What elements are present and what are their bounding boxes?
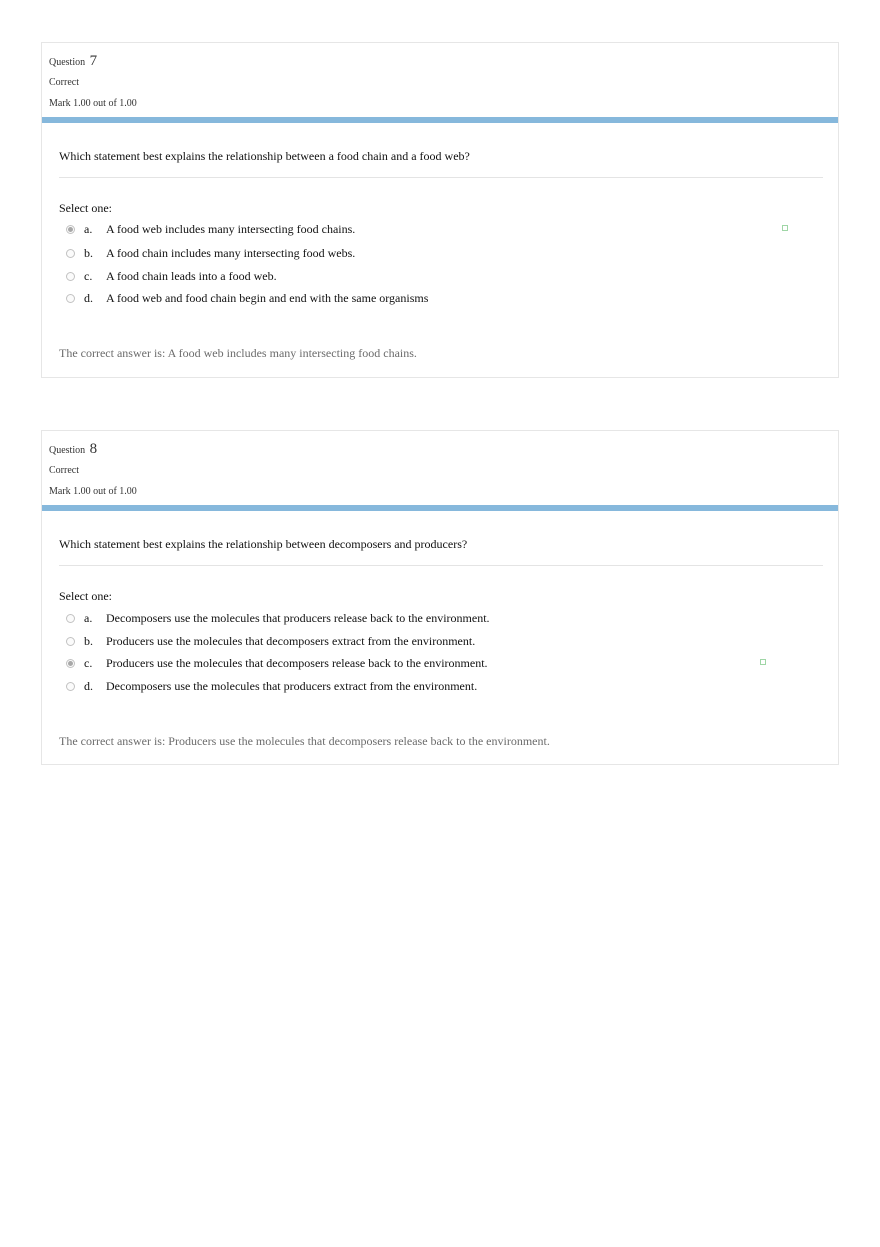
option-letter: b.: [84, 245, 93, 260]
radio-selected-icon[interactable]: [66, 225, 75, 234]
answer-option-c[interactable]: [66, 268, 277, 284]
question-header-bar: [42, 117, 838, 123]
answer-option-a[interactable]: [66, 221, 355, 237]
option-letter: d.: [84, 678, 93, 693]
question-state: Correct: [49, 465, 79, 476]
question-header-bar: [42, 505, 838, 511]
select-one-prompt: Select one:: [59, 589, 112, 603]
question-text: Which statement best explains the relationship between a food chain and a food web?: [59, 149, 470, 163]
question-info: [42, 431, 838, 505]
option-text: Decomposers use the molecules that producers extract from the environment.: [106, 678, 478, 693]
question-grade: Mark 1.00 out of 1.00: [49, 486, 137, 497]
answer-option-d[interactable]: [66, 290, 428, 306]
answer-option-a[interactable]: [66, 610, 490, 626]
option-text: Producers use the molecules that decomposers release back to the environment.: [106, 655, 488, 670]
radio-icon[interactable]: [66, 272, 75, 281]
option-letter: a.: [84, 221, 93, 236]
question-number-value: 7: [89, 53, 98, 69]
question-8: [41, 430, 839, 765]
right-answer-text: The correct answer is: Producers use the molecules that decomposers release back to the environment.: [59, 734, 550, 748]
option-letter: a.: [84, 610, 93, 625]
radio-icon[interactable]: [66, 249, 75, 258]
correct-feedback-icon: [760, 659, 766, 665]
option-letter: c.: [84, 655, 93, 670]
question-state: Correct: [49, 77, 79, 88]
radio-icon[interactable]: [66, 637, 75, 646]
option-text: A food chain includes many intersecting food webs.: [106, 245, 356, 260]
question-number: [49, 53, 97, 70]
answer-option-b[interactable]: [66, 245, 355, 261]
radio-icon[interactable]: [66, 682, 75, 691]
radio-selected-icon[interactable]: [66, 659, 75, 668]
option-text: Producers use the molecules that decomposers extract from the environment.: [106, 633, 476, 648]
question-number: [49, 441, 97, 458]
question-7: [41, 42, 839, 378]
question-divider: [59, 177, 823, 178]
question-divider: [59, 565, 823, 566]
question-label: Question: [49, 445, 86, 456]
option-text: A food web includes many intersecting food chains.: [106, 221, 356, 236]
option-letter: b.: [84, 633, 93, 648]
radio-icon[interactable]: [66, 614, 75, 623]
option-text: A food web and food chain begin and end with the same organisms: [106, 290, 429, 305]
option-text: Decomposers use the molecules that producers release back to the environment.: [106, 610, 490, 625]
correct-feedback-icon: [782, 225, 788, 231]
option-text: A food chain leads into a food web.: [106, 268, 277, 283]
radio-icon[interactable]: [66, 294, 75, 303]
question-number-value: 8: [89, 441, 98, 457]
answer-option-c[interactable]: [66, 655, 488, 671]
option-letter: d.: [84, 290, 93, 305]
answer-option-b[interactable]: [66, 633, 475, 649]
right-answer-text: The correct answer is: A food web includes many intersecting food chains.: [59, 346, 417, 360]
question-label: Question: [49, 57, 86, 68]
question-text: Which statement best explains the relationship between decomposers and producers?: [59, 537, 468, 551]
option-letter: c.: [84, 268, 93, 283]
select-one-prompt: Select one:: [59, 201, 112, 215]
answer-option-d[interactable]: [66, 678, 477, 694]
question-grade: Mark 1.00 out of 1.00: [49, 98, 137, 109]
question-info: [42, 43, 838, 117]
